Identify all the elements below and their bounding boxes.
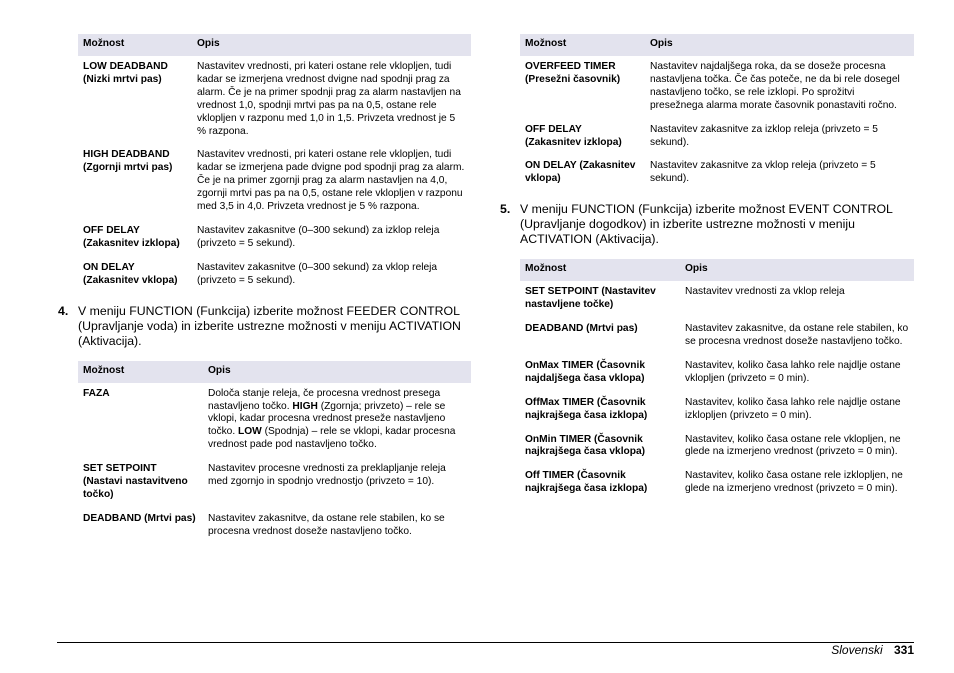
table-row [520,56,914,119]
option-term: OFF DELAY (Zakasnitev izklopa) [525,123,622,148]
option-description: Nastavitev vrednosti za vklop releja [685,286,845,298]
option-term: ON DELAY (Zakasnitev vklopa) [83,261,178,286]
option-term: DEADBAND (Mrtvi pas) [525,323,638,335]
table-row [520,392,914,429]
header-option: Možnost [520,34,645,56]
footer-language: Slovenski [831,643,883,657]
option-term: FAZA [83,387,110,399]
options-table-event [520,259,914,502]
step-4 [58,303,471,349]
table-header [520,259,914,281]
options-table-timers [520,34,914,192]
table-row [78,56,471,144]
step-text: V meniju FUNCTION (Funkcija) izberite možnost EVENT CONTROL (Upravljanje dogodkov) in izberite ustrezne možnosti v meniju ACTIVATION (Aktivacija). [520,202,893,247]
table-header [520,34,914,56]
option-description [203,383,471,459]
step-number: 5. [500,202,511,217]
table-row [520,155,914,192]
option-term: OVERFEED TIMER (Presežni časovnik) [525,61,621,85]
step-5 [500,202,914,247]
table-row [78,257,471,294]
option-term: LOW DEADBAND (Nizki mrtvi pas) [83,61,168,85]
table-row [78,144,471,220]
option-term: DEADBAND (Mrtvi pas) [83,512,196,524]
table-header [78,361,471,383]
right-column [500,34,914,502]
option-term: SET SETPOINT (Nastavitev nastavljene točke) [525,286,656,311]
step-number: 4. [58,303,69,318]
desc-keyword: HIGH [292,400,318,412]
table-row [520,355,914,392]
page-number: 331 [893,643,914,657]
table-row [78,220,471,257]
header-option: Možnost [78,361,203,383]
options-table-feeder [78,361,471,545]
option-description: Nastavitev najdaljšega roka, da se doseže procesna nastavljena točka. Če čas poteče, ne da bi rele dosegel nastavljeno točko, se rele izklopi. Po sprožitvi presežnega alarma morate časovnik ponastaviti ročno. [650,61,900,111]
table-row [78,383,471,459]
header-description: Opis [192,34,471,56]
header-description: Opis [645,34,914,56]
footer-rule [57,642,914,643]
table-row [520,465,914,502]
option-description: Nastavitev vrednosti, pri kateri ostane rele vklopljen, tudi kadar se izmerjena pade dvigne pod spodnji prag za alarm. Če je na primer zgornji prag za alarm nastavljen na 4,0, zgornji mrtvi pas pa na 0,5, ostane rele vklopljen v razponu med 3,5 in 4,0. Privzeta vrednost je 5 % razpona. [197,149,465,213]
table-row [78,458,471,508]
desc-part: (Zgornja; privzeto) – rele se vklopi, kadar procesna vrednost preseže nastavljeno točko. [208,400,446,438]
option-term: OffMax TIMER (Časovnik najkrajšega časa izklopa) [525,396,648,421]
options-table-deadband [78,34,471,294]
option-description: Nastavitev, koliko časa ostane rele vklopljen, ne glede na izmerjeno vrednost (privzeto = 0 min). [685,433,901,458]
table-row [520,281,914,318]
header-description: Opis [680,259,914,281]
desc-part: Določa stanje releja, če procesna vrednost presega nastavljeno točko. [208,387,441,412]
step-text: V meniju FUNCTION (Funkcija) izberite možnost FEEDER CONTROL (Upravljanje voda) in izberite ustrezne možnosti v meniju ACTIVATION (Aktivacija). [78,303,461,348]
option-description: Nastavitev zakasnitve (0–300 sekund) za vklop releja (privzeto = 5 sekund). [197,261,438,286]
table-row [520,119,914,156]
header-option: Možnost [78,34,192,56]
option-term: ON DELAY (Zakasnitev vklopa) [525,160,636,185]
option-description: Nastavitev zakasnitve za izklop releja (privzeto = 5 sekund). [650,123,878,148]
option-term: OFF DELAY (Zakasnitev izklopa) [83,224,180,249]
header-option: Možnost [520,259,680,281]
option-description: Nastavitev zakasnitve za vklop releja (privzeto = 5 sekund). [650,160,876,185]
option-description: Nastavitev, koliko časa ostane rele izklopljen, ne glede na izmerjeno vrednost (privzeto = 0 min). [685,470,903,495]
table-row [520,318,914,355]
option-description: Nastavitev zakasnitve, da ostane rele stabilen, ko se procesna vrednost doseže nastavljeno točko. [685,323,909,347]
option-description: Nastavitev, koliko časa lahko rele najdlje ostane vklopljen (privzeto = 0 min). [685,359,901,384]
option-term: OnMin TIMER (Časovnik najkrajšega časa vklopa) [525,433,646,458]
option-term: HIGH DEADBAND (Zgornji mrtvi pas) [83,149,173,174]
option-term: Off TIMER (Časovnik najkrajšega časa izklopa) [525,470,648,495]
desc-keyword: LOW [238,426,262,438]
option-term: OnMax TIMER (Časovnik najdaljšega časa vklopa) [525,359,646,384]
table-row [78,508,471,545]
table-header [78,34,471,56]
desc-part: (Spodnja) – rele se vklopi, kadar procesna vrednost pade pod nastavljeno točko. [208,426,456,451]
option-description: Nastavitev zakasnitve (0–300 sekund) za izklop releja (privzeto = 5 sekund). [197,224,440,249]
option-description: Nastavitev zakasnitve, da ostane rele stabilen, ko se procesna vrednost doseže nastavljeno točko. [208,512,445,537]
option-term: SET SETPOINT (Nastavi nastavitveno točko) [83,463,188,500]
option-description: Nastavitev vrednosti, pri kateri ostane rele vklopljen, tudi kadar se izmerjena vrednost dvigne nad spodnji prag za alarm. Če je na primer spodnji prag za alarm nastavljen na vrednost 1,0, spodnji mrtvi pas pa na 0,5, ostane rele vklopljen v razponu med 1,0 in 1,5. Privzeta vrednost je 5 % razpona. [197,61,461,137]
option-description: Nastavitev, koliko časa lahko rele najdlje ostane izklopljen (privzeto = 0 min). [685,396,901,421]
page-footer [831,643,914,657]
option-description: Nastavitev procesne vrednosti za preklapljanje releja med zgornjo in spodnjo vrednostjo (privzeto = 10). [208,463,446,488]
header-description: Opis [203,361,471,383]
table-row [520,429,914,466]
left-column [58,34,471,545]
